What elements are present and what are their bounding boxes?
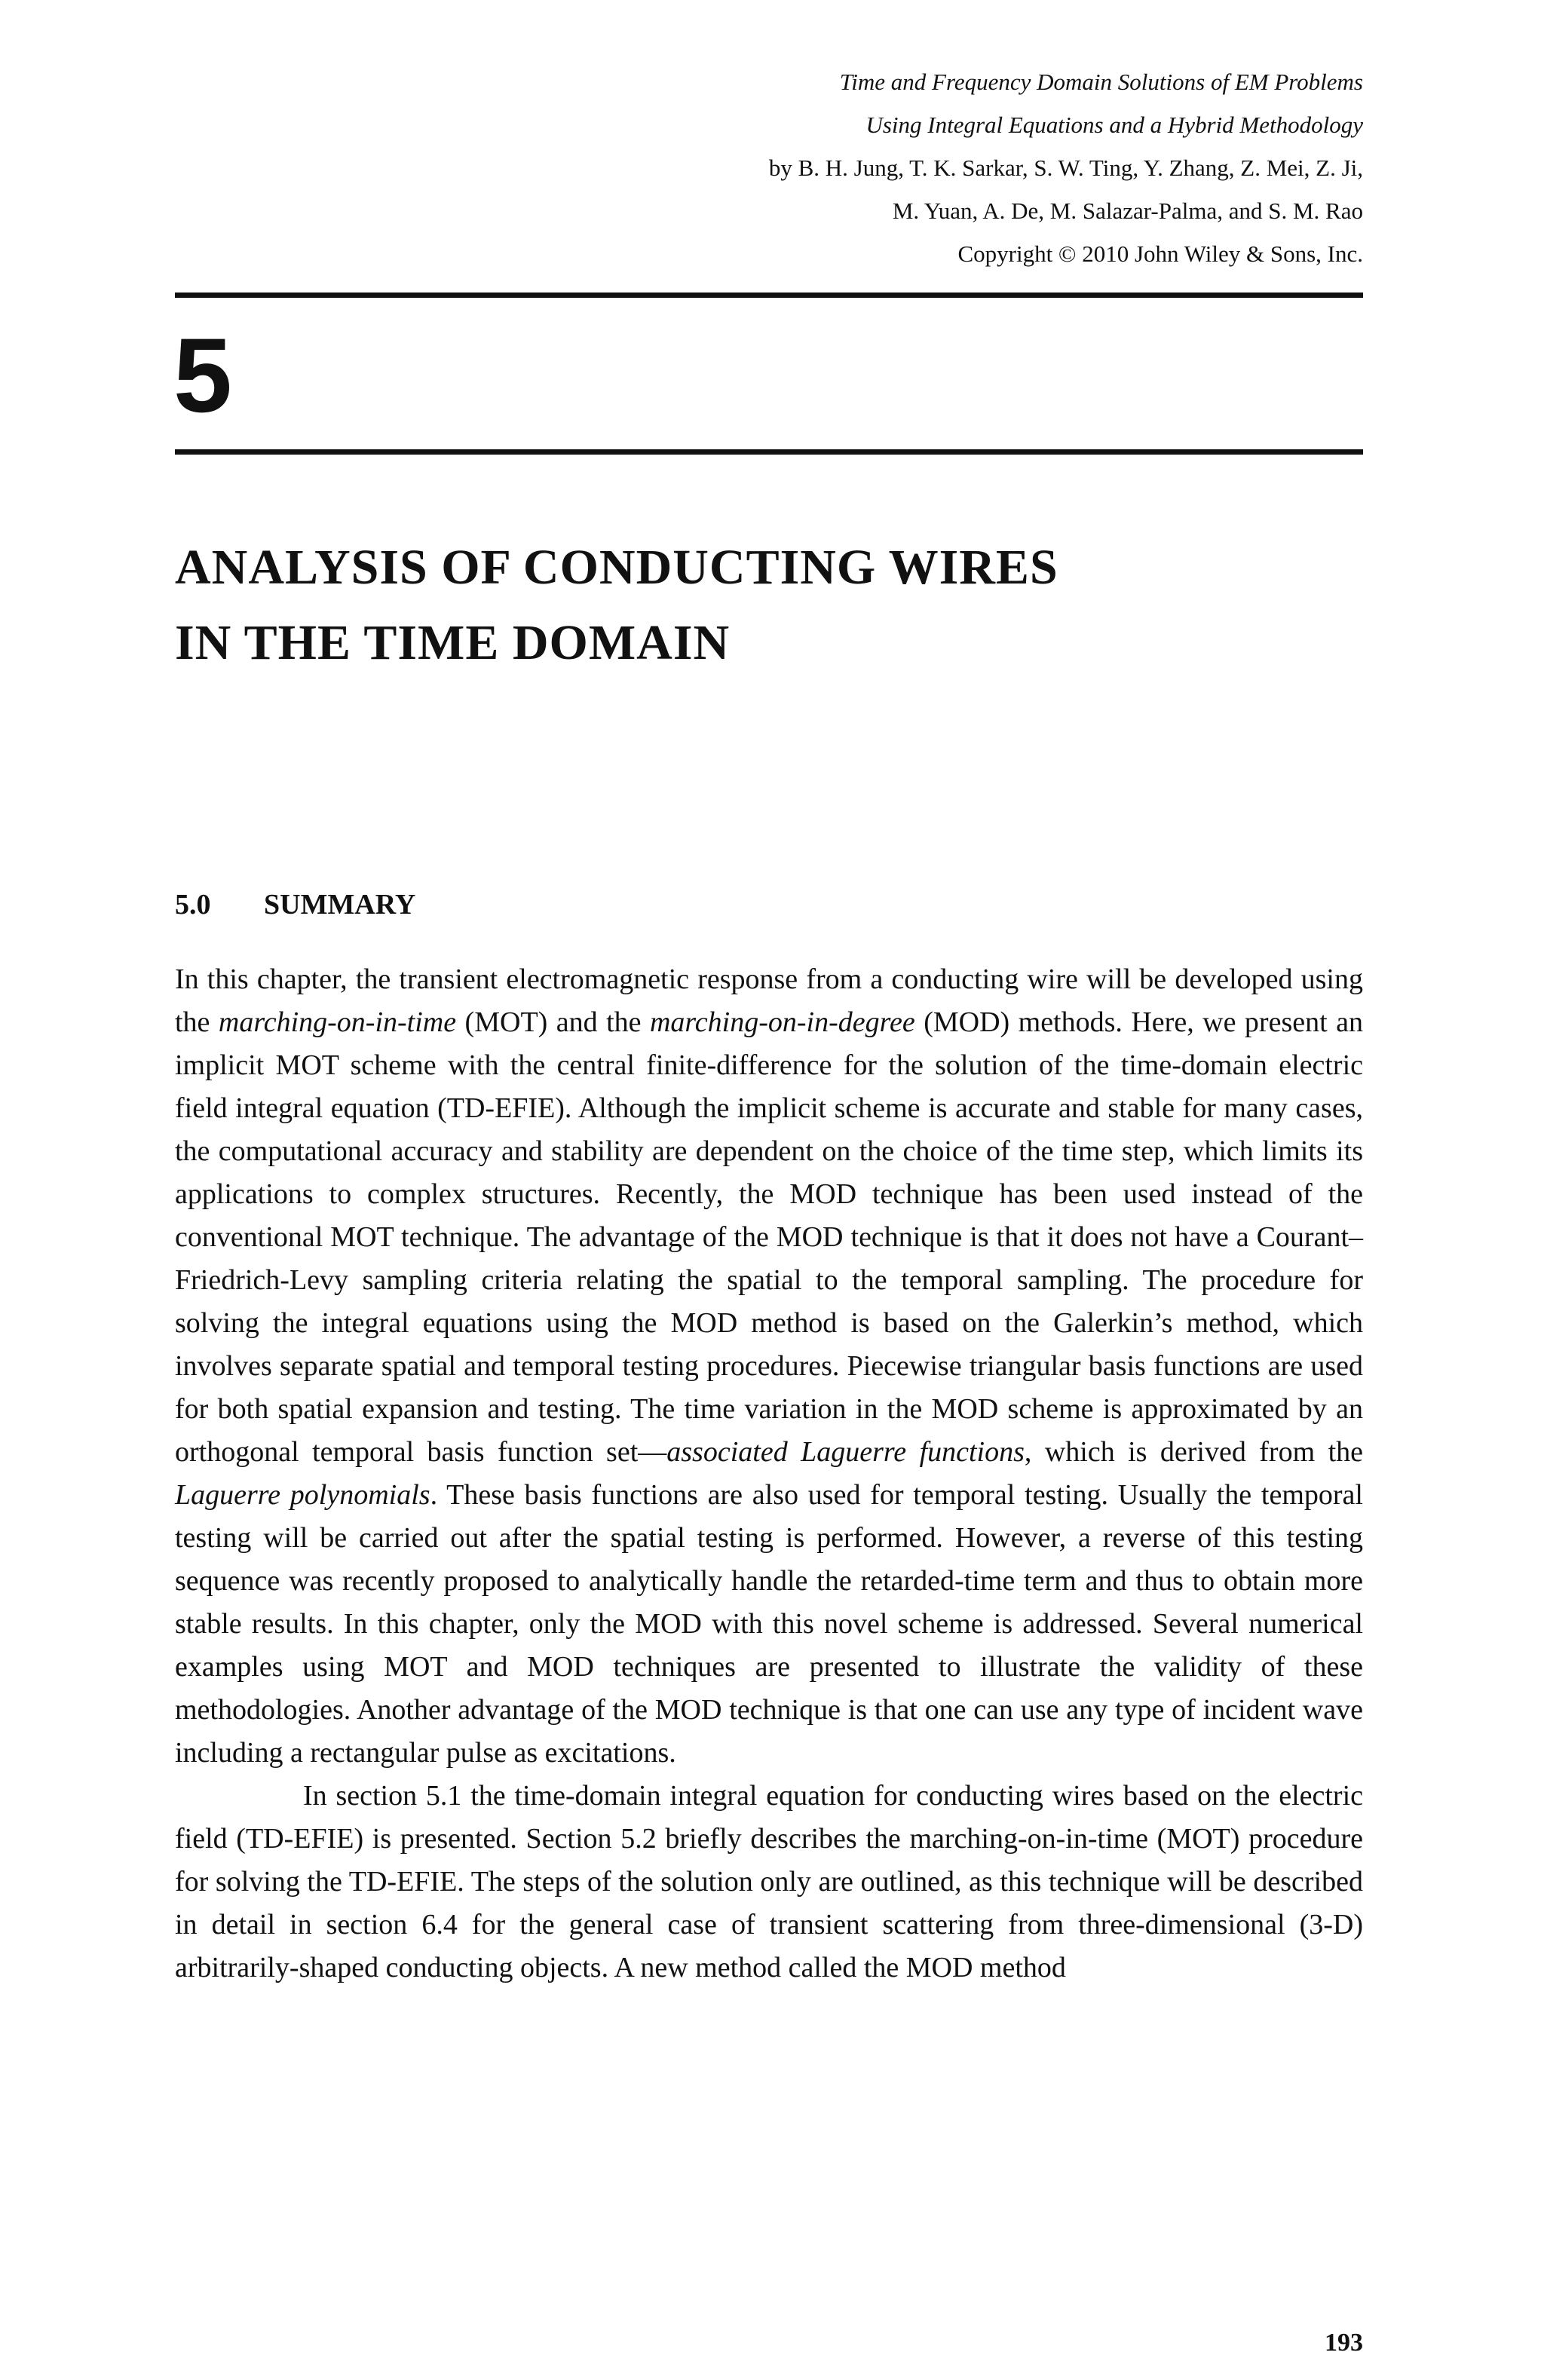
paragraph-summary (175, 958, 1363, 1775)
text-run: , which is derived from the (1024, 1436, 1363, 1468)
paragraph-sections-overview: In section 5.1 the time-domain integral equation for conducting wires based on the electric field (TD-EFIE) is presented. Section 5.2 briefly describes the marching-on-in-time (MOT) procedure for solving the TD-EFIE. The steps of the solution only are outlined, as this technique will be described in detail in section 6.4 for the general case of transient scattering from three-dimensional (3-D) arbitrarily-shaped conducting objects. A new method called the MOD method (175, 1780, 1363, 1983)
italic-term: Laguerre polynomials (175, 1479, 430, 1511)
chapter-title-line-2: IN THE TIME DOMAIN (175, 615, 731, 670)
header-authors-line-1: by B. H. Jung, T. K. Sarkar, S. W. Ting, Y. Zhang, Z. Mei, Z. Ji, (768, 155, 1363, 181)
text-run: In this chapter, the transient electromagnetic response from a conducting wire will be developed using the (175, 963, 1363, 1038)
text-run: (MOD) methods. Here, we present an implicit MOT scheme with the central finite-difference for the solution of the time-domain electric field integral equation (TD-EFIE). Although the implicit scheme is accurate and stable for many cases, the computational accuracy and stability are dependent on the choice of the time step, which limits its applications to complex structures. Recently, the MOD technique has been used instead of the conventional MOT technique. The advantage of the MOD technique is that it does not have a Courant–Friedrich-Levy sampling criteria relating the spatial to the temporal sampling. The procedure for solving the integral equations using the MOD method is based on the Galerkin’s method, which involves separate spatial and temporal testing procedures. Piecewise triangular basis functions are used for both spatial expansion and testing. The time variation in the MOD scheme is approximated by an orthogonal temporal basis function set— (175, 1006, 1363, 1468)
text-run: . These basis functions are also used for temporal testing. Usually the temporal testing will be carried out after the spatial testing is performed. However, a reverse of this testing sequence was recently proposed to analytically handle the retarded-time term and thus to obtain more stable results. In this chapter, only the MOD with this novel scheme is addressed. Several numerical examples using MOT and MOD techniques are presented to illustrate the validity of these methodologies. Another advantage of the MOD technique is that one can use any type of incident wave including a rectangular pulse as excitations. (175, 1479, 1363, 1769)
section-heading (175, 882, 415, 927)
italic-term: marching-on-in-degree (649, 1006, 915, 1038)
header-copyright: Copyright © 2010 John Wiley & Sons, Inc. (957, 240, 1363, 267)
text-run: (MOT) and the (456, 1006, 650, 1038)
chapter-title-line-1: ANALYSIS OF CONDUCTING WIRES (175, 540, 1058, 595)
chapter-title (175, 530, 1381, 681)
running-header (534, 60, 1363, 275)
header-title-line-1: Time and Frequency Domain Solutions of EM Problems (839, 69, 1363, 95)
italic-term: associated Laguerre functions (666, 1436, 1025, 1468)
section-title: SUMMARY (264, 889, 416, 920)
body-text (175, 958, 1363, 1989)
chapter-rule-bottom (175, 449, 1363, 455)
header-authors-line-2: M. Yuan, A. De, M. Salazar-Palma, and S. M. Rao (892, 198, 1363, 224)
chapter-rule-top (175, 293, 1363, 298)
page-number: 193 (1325, 2329, 1363, 2357)
header-title-line-2: Using Integral Equations and a Hybrid Methodology (865, 112, 1363, 138)
italic-term: marching-on-in-time (218, 1006, 457, 1038)
section-number: 5.0 (175, 889, 211, 920)
chapter-number: 5 (173, 316, 232, 434)
